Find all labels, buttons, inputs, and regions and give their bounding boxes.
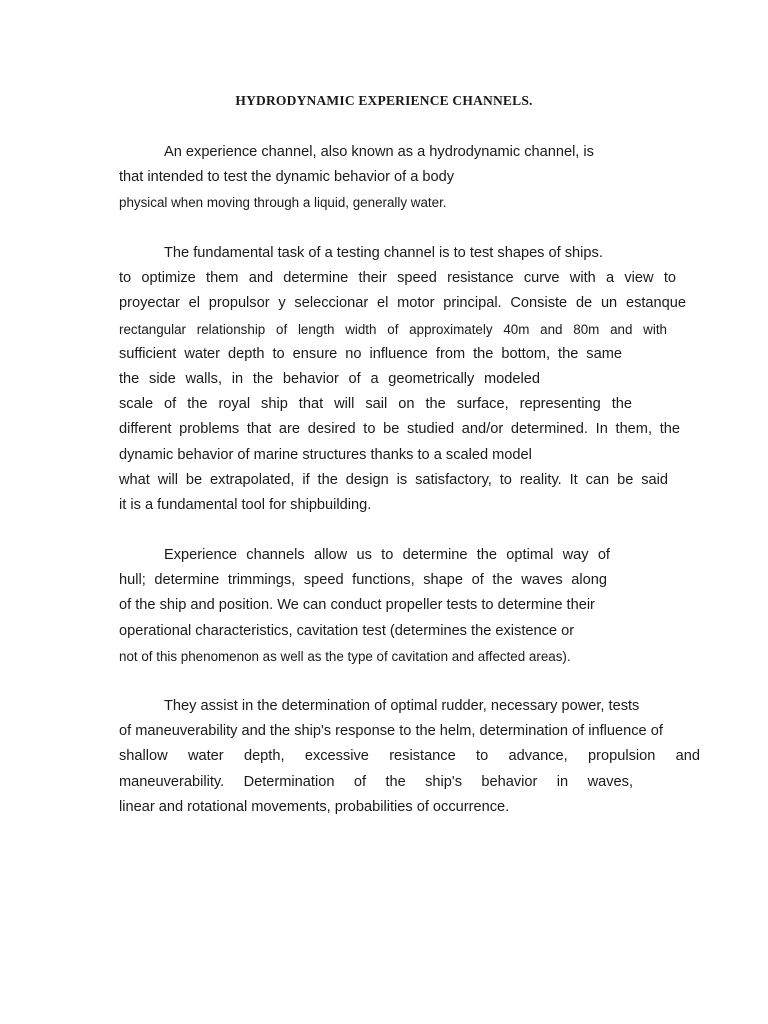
paragraph-line: different problems that are desired to be studied and/or determined. In them, the (119, 421, 680, 438)
paragraph-line: scale of the royal ship that will sail on the surface, representing the (119, 396, 632, 413)
paragraph-line: the side walls, in the behavior of a geometrically modeled (119, 370, 540, 387)
paragraph-line: not of this phenomenon as well as the type of cavitation and affected areas). (119, 648, 571, 664)
paragraph-line: Experience channels allow us to determine the optimal way of (164, 547, 610, 563)
paragraph-line: They assist in the determination of optimal rudder, necessary power, tests (164, 698, 640, 714)
paragraph-4 (119, 694, 704, 820)
paragraph-line: An experience channel, also known as a hydrodynamic channel, is (164, 144, 594, 160)
paragraph-line: proyectar el propulsor y seleccionar el motor principal. Consiste de un estanque (119, 295, 686, 312)
paragraph-line: of maneuverability and the ship's response to the helm, determination of influence of (119, 723, 663, 740)
paragraph-line: maneuverability. Determination of the ship's behavior in waves, (119, 773, 633, 790)
paragraph-line: what will be extrapolated, if the design is satisfactory, to reality. It can be said (119, 471, 668, 488)
paragraph-line: linear and rotational movements, probabilities of occurrence. (119, 798, 510, 815)
paragraph-line: of the ship and position. We can conduct propeller tests to determine their (119, 597, 595, 614)
paragraph-3 (119, 543, 679, 669)
paragraph-line: it is a fundamental tool for shipbuilding. (119, 496, 372, 513)
paragraph-line: hull; determine trimmings, speed functions, shape of the waves along (119, 572, 607, 589)
paragraph-line: The fundamental task of a testing channel is to test shapes of ships. (164, 245, 603, 261)
paragraph-line: shallow water depth, excessive resistance to advance, propulsion and (119, 748, 700, 765)
paragraph-2 (119, 241, 686, 518)
paragraph-1 (119, 140, 679, 216)
paragraph-line: that intended to test the dynamic behavior of a body (119, 169, 455, 186)
paragraph-line: rectangular relationship of length width of approximately 40m and 80m and with (119, 321, 667, 337)
paragraph-line: sufficient water depth to ensure no influence from the bottom, the same (119, 345, 622, 362)
document-title: HYDRODYNAMIC EXPERIENCE CHANNELS. (235, 93, 533, 108)
paragraph-line: physical when moving through a liquid, generally water. (119, 195, 447, 211)
paragraph-line: operational characteristics, cavitation test (determines the existence or (119, 622, 575, 639)
paragraph-line: to optimize them and determine their speed resistance curve with a view to (119, 270, 676, 287)
paragraph-line: dynamic behavior of marine structures thanks to a scaled model (119, 446, 532, 463)
